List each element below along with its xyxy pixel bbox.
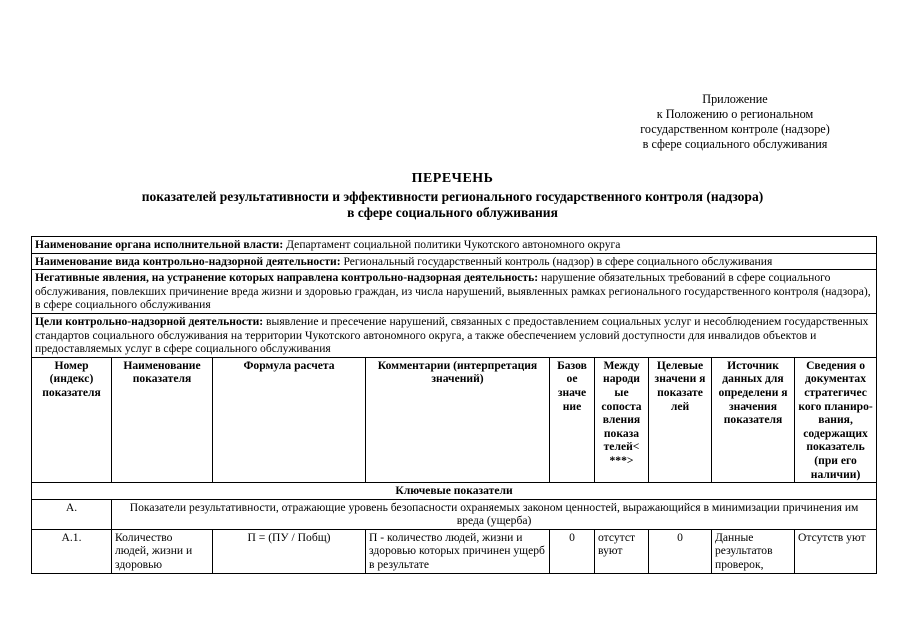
header-documents: Сведения о документах стратегичес кого планиро-вания, содержащих показатель (при его наличии) (795, 357, 877, 482)
info-row-activity (32, 253, 877, 270)
title-line-2: показателей результативности и эффективности регионального государственного контроля (надзора) (141, 189, 764, 204)
table-header-row (32, 357, 877, 482)
table-row (32, 529, 877, 573)
row-comment: П - количество людей, жизни и здоровью которых причинен ущерб в результате (366, 529, 550, 573)
row-index: А.1. (32, 529, 112, 573)
appendix-block (600, 92, 870, 152)
group-row-a (32, 499, 877, 529)
header-name: Наименование показателя (112, 357, 213, 482)
title-heading: ПЕРЕЧЕНЬ (411, 171, 494, 186)
row-target: 0 (649, 529, 712, 573)
section-key-indicators: Ключевые показатели (32, 483, 877, 500)
row-international: отсутст вуют (595, 529, 649, 573)
header-source: Источник данных для определени я значения показателя (712, 357, 795, 482)
activity-label: Наименование вида контрольно-надзорной деятельности: (35, 254, 341, 268)
row-base: 0 (550, 529, 595, 573)
row-source: Данные результатов проверок, (712, 529, 795, 573)
header-target: Целевые значени я показате лей (649, 357, 712, 482)
header-base: Базов ое значе ние (550, 357, 595, 482)
header-number: Номер (индекс) показателя (32, 357, 112, 482)
appendix-line-4: в сфере социального обслуживания (642, 137, 828, 151)
info-row-goals (32, 313, 877, 357)
row-formula: П = (ПУ / Побщ) (213, 529, 366, 573)
activity-value: Региональный государственный контроль (надзор) в сфере социального обслуживания (340, 254, 773, 268)
row-name: Количество людей, жизни и здоровью (112, 529, 213, 573)
group-a-index: А. (32, 499, 112, 529)
goals-label: Цели контрольно-надзорной деятельности: (35, 314, 264, 328)
info-row-negative (32, 270, 877, 314)
appendix-line-3: государственном контроле (надзоре) (640, 122, 830, 136)
appendix-line-2: к Положению о региональном (656, 107, 814, 121)
row-documents: Отсутств уют (795, 529, 877, 573)
organ-value: Департамент социальной политики Чукотского автономного округа (283, 238, 621, 251)
header-international: Между народи ые сопоста вления показа телей< ***> (595, 357, 649, 482)
header-comments: Комментарии (интерпретация значений) (366, 357, 550, 482)
title-line-3: в сфере социального облуживания (347, 205, 558, 220)
negative-label: Негативные явления, на устранение которых направлена контрольно-надзорная деятельность: (35, 271, 539, 285)
organ-label: Наименование органа исполнительной власти: (35, 238, 284, 251)
appendix-line-1: Приложение (702, 92, 768, 106)
goals-value: выявление и пресечение нарушений, связанных с предоставлением социальных услуг и несоблюдением государственных стандартов социального обслуживания на территории Чукотского автономного округа, а также обеспечением условий доступности для инвалидов объектов и предоставляемых услуг в сфере социального обслуживания (35, 314, 869, 356)
document-title (30, 170, 875, 221)
info-row-organ (32, 237, 877, 254)
section-row-key (32, 483, 877, 500)
group-a-text: Показатели результативности, отражающие уровень безопасности охраняемых законом ценностей, выражающийся в минимизации причинения им вреда (ущерба) (112, 499, 877, 529)
indicators-table (31, 236, 877, 574)
negative-value: нарушение обязательных требований в сфере социального обслуживания, повлекших причинение вреда жизни и здоровью граждан, из числа нарушений, выявленных рамках регионального государственного контроля (надзора), в сфере социального обслуживания (35, 271, 871, 312)
header-formula: Формула расчета (213, 357, 366, 482)
